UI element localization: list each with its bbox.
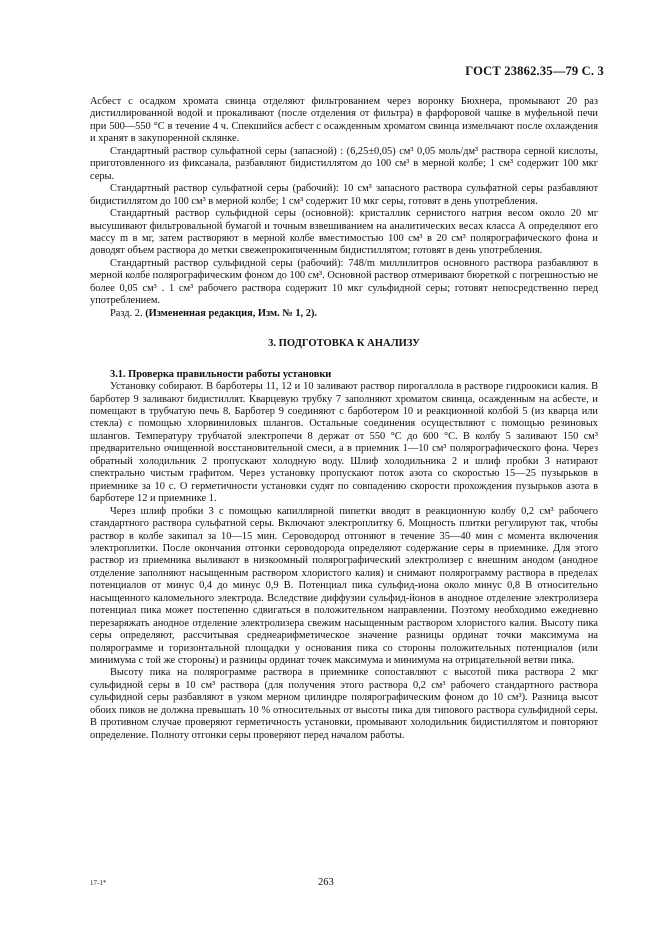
paragraph-setup-assembly: Установку собирают. В барботеры 11, 12 и 10 заливают раствор пирогаллола в растворе гидроокиси калия. В барботер 9 заливают бидистиллят. Кварцевую трубку 7 заполняют хроматом свинца, осажденным на асбесте, и помещают в трубчатую печь 8. Барботер 9 соединяют с барботером 10 и реакционной колбой 5 (из кварца или стекла) с помощью хлорвиниловых шлангов. Остальные соединения осуществляют с помощью резиновых шлангов. Температуру трубчатой электропечи 8 держат от 550 °С до 600 °С. В колбу 5 заливают 150 см³ предварительно очищенной восстановительной смеси, а в приемник 1—10 см³ полярографического фона. Через обратный холодильник 2 пропускают холодную воду. Шлиф холодильника 2 и шлиф пробки 3 натирают спектрально чистым графитом. Через установку пропускают поток азота со скоростью 15—25 пузырьков в приемнике за 10 с. О герметичности установки судят по совпадению скорости прохождения пузырьков азота в барботере 12 и приемнике 1. [90, 381, 598, 505]
page-number: 263 [318, 877, 334, 888]
revision-bold: (Измененная редакция, Изм. № 1, 2). [145, 307, 317, 319]
paragraph-peak-comparison: Высоту пика на полярограмме раствора в приемнике сопоставляют с высотой пика раствора 2 мкг сульфидной серы в 10 см³ раствора (для получения этого раствора 0,2 см³ рабочего стандартного раствора сульфидной серы разбавляют в узком мерном цилиндре полярографическим фоном до 10 см³). Разница высот обоих пиков не должна превышать 10 % относительных от высоты пика для типового раствора сульфидной серы. В противном случае проверяют герметичность установки, промывают холодильник бидистиллятом и повторяют определение. Полноту отгонки серы проверяют перед началом работы. [90, 667, 598, 741]
footer-code: 17-1* [90, 879, 107, 887]
paragraph-setup-procedure: Через шлиф пробки 3 с помощью капиллярной пипетки вводят в реакционную колбу 0,2 см³ рабочего стандартного раствора сульфатной серы. Включают электроплитку 6. Мощность плитки регулируют так, чтобы раствор в колбе закипал за 10—15 мин. Сероводород отгоняют в течение 35—40 мин с момента включения электроплитки. После окончания отгонки сероводорода определяют содержание серы в приемнике. Для этого раствор из приемника выливают в низкоомный полярографический электролизер с внешним анодом (анодное отделение заполняют насыщенным раствором хлористого калия) и снимают полярограмму раствора в пределах потенциалов от минус 0,4 до минус 0,9 В. Потенциал пика сульфид-иона около минус 0,8 В относительно насыщенного каломельного электрода. Вследствие диффузии сульфид-йонов в анодное отделение электролизера потенциал пика может постепенно сдвигаться в положительном направлении. Поэтому необходимо ежедневно перезаряжать анодное отделение электролизера свежим насыщенным раствором хлористого калия. Высоту пика серы определяют, рассчитывая среднеарифметическое значение разницы ординат точки максимума на полярограмме и горизонтальной площадки у основания пика со стороны положительных потенциалов (или минимума с той же стороны) и разницы ординат точек максимума и минимума на отрицательной ветви пика. [90, 505, 598, 667]
paragraph-revision-note [90, 308, 598, 320]
subsection-title: 3.1. Проверка правильности работы установки [110, 368, 332, 380]
page-header: ГОСТ 23862.35—79 С. 3 [465, 64, 604, 78]
paragraph-sulfide-main: Стандартный раствор сульфидной серы (основной): кристаллик сернистого натрия весом около 20 мг высушивают фильтровальной бумагой и точным взвешиванием на аналитических весах класса А определяют его массу m в мг, затем растворяют в мерной колбе вместимостью 100 см³ в 20 см³ полярографического фона и доводят объем раствора до метки свежепрокипяченным бидистиллятом; готовят в день употребления. [90, 208, 598, 257]
paragraph-sulfide-working: Стандартный раствор сульфидной серы (рабочий): 748/m миллилитров основного раствора разбавляют в мерной колбе полярографическим фоном до 100 см³. Основной раствор отмеривают бюреткой с погрешностью не более 0,05 см³ . 1 см³ рабочего раствора содержит 10 мкг сульфидной серы; готовят непосредственно перед употреблением. [90, 257, 598, 307]
section-title: 3. ПОДГОТОВКА К АНАЛИЗУ [268, 338, 420, 350]
revision-prefix: Разд. 2. [110, 307, 143, 319]
paragraph-sulfate-working: Стандартный раствор сульфатной серы (рабочий): 10 см³ запасного раствора сульфатной серы разбавляют бидистиллятом до 100 см³ в мерной колбе; 1 см³ содержит 10 мкг серы, готовят в день употребления. [90, 183, 598, 207]
document-body [90, 96, 598, 742]
paragraph-asbestos: Асбест с осадком хромата свинца отделяют фильтрованием через воронку Бюхнера, промывают 20 раз дистиллированной водой и прокаливают (после отделения от фильтра) в фарфоровой чашке в муфельной печи при 500—550 °С в течение 4 ч. Спекшийся асбест с осажденным хроматом свинца измельчают после охлаждения и хранят в закупоренной склянке. [90, 96, 598, 145]
paragraph-sulfate-stock: Стандартный раствор сульфатной серы (запасной) : (6,25±0,05) см³ 0,05 моль/дм³ раствора серной кислоты, приготовленного из фиксанала, разбавляют бидистиллятом до 100 см³ в мерной колбе; 1 см³ содержит 100 мкг серы. [90, 145, 598, 182]
